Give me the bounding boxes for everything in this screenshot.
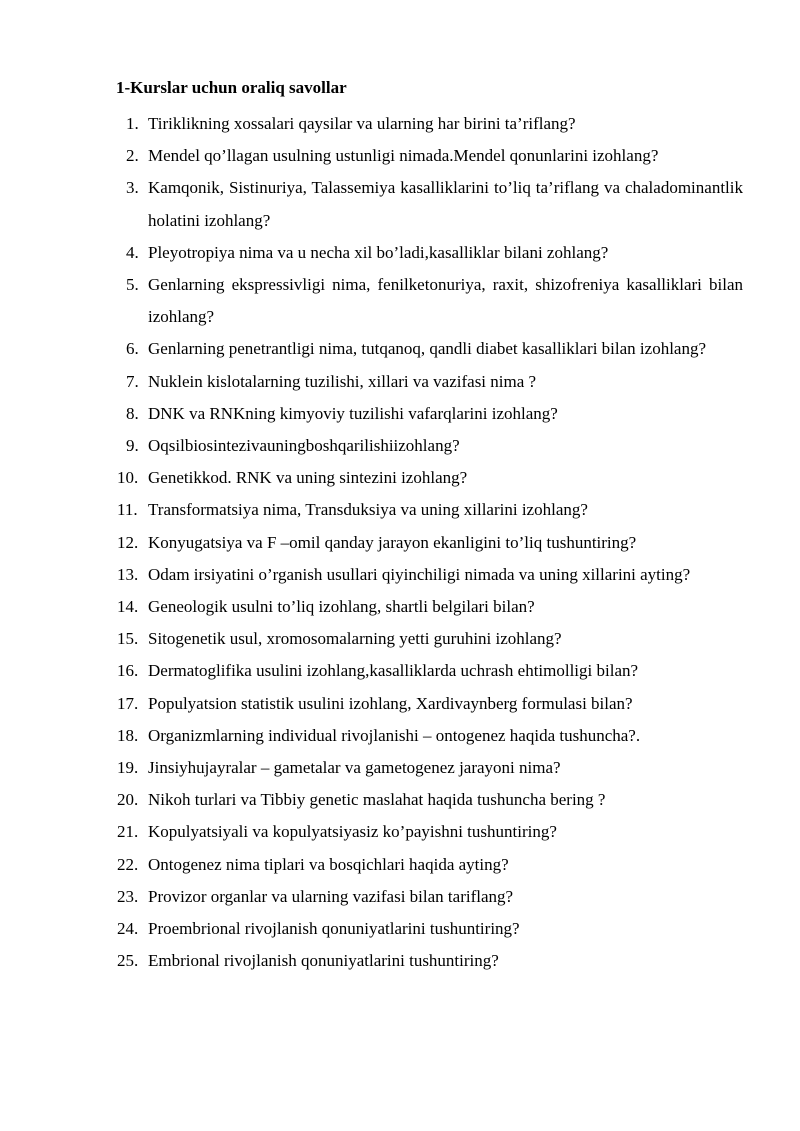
question-text: Odam irsiyatini o’rganish usullari qiyinchiligi nimada va uning xillarini ayting? bbox=[148, 564, 691, 584]
question-number bbox=[117, 269, 148, 301]
question-number bbox=[117, 945, 148, 977]
question-number-text: 5. bbox=[126, 275, 139, 295]
question-number bbox=[117, 108, 148, 140]
question-text: Konyugatsiya va F –omil qanday jarayon ekanligini to’liq tushuntiring? bbox=[148, 532, 637, 552]
question-item bbox=[117, 849, 743, 881]
question-item bbox=[117, 720, 743, 752]
question-text: Ontogenez nima tiplari va bosqichlari haqida ayting? bbox=[148, 854, 509, 874]
question-number bbox=[117, 462, 148, 494]
question-item bbox=[117, 430, 743, 462]
question-text: Genetikkod. RNK va uning sintezini izohlang? bbox=[148, 468, 468, 488]
question-number bbox=[117, 816, 148, 848]
question-number bbox=[117, 784, 148, 816]
question-number bbox=[117, 140, 148, 172]
question-number-text: 9. bbox=[126, 436, 139, 456]
question-text: Populyatsion statistik usulini izohlang, Xardivaynberg formulasi bilan? bbox=[148, 693, 633, 713]
question-item bbox=[117, 237, 743, 269]
question-number-text: 1. bbox=[126, 114, 139, 133]
question-number bbox=[117, 494, 148, 526]
question-number bbox=[117, 720, 148, 752]
question-number-text: 3. bbox=[126, 178, 139, 198]
question-item bbox=[117, 527, 743, 559]
question-number bbox=[117, 752, 148, 784]
question-text: Transformatsiya nima, Transduksiya va uning xillarini izohlang? bbox=[148, 500, 588, 520]
question-item bbox=[117, 333, 743, 365]
question-item bbox=[117, 655, 743, 687]
question-number bbox=[117, 333, 148, 365]
question-number bbox=[117, 398, 148, 430]
question-number-text: 11. bbox=[117, 500, 138, 520]
question-text: Proembrional rivojlanish qonuniyatlarini tushuntiring? bbox=[148, 919, 520, 939]
question-number-text: 14. bbox=[117, 597, 139, 617]
question-item bbox=[117, 366, 743, 398]
question-number bbox=[117, 527, 148, 559]
question-number-text: 10. bbox=[117, 468, 139, 488]
question-number-text: 7. bbox=[126, 371, 139, 391]
question-text: Geneologik usulni to’liq izohlang, shartli belgilari bilan? bbox=[148, 597, 535, 617]
question-number bbox=[117, 430, 148, 462]
question-item bbox=[117, 816, 743, 848]
question-text: Jinsiyhujayralar – gametalar va gametogenez jarayoni nima? bbox=[148, 758, 561, 778]
question-number-text: 17. bbox=[117, 693, 139, 713]
question-text: Genlarning penetrantligi nima, tutqanoq, qandli diabet kasalliklari bilan izohlang? bbox=[148, 339, 707, 359]
question-number bbox=[117, 655, 148, 687]
question-item bbox=[117, 688, 743, 720]
question-number-text: 6. bbox=[126, 339, 139, 359]
question-item bbox=[117, 752, 743, 784]
question-item bbox=[117, 108, 743, 140]
question-item bbox=[117, 623, 743, 655]
question-number-text: 15. bbox=[117, 629, 139, 649]
question-number bbox=[117, 366, 148, 398]
question-number bbox=[117, 237, 148, 269]
question-text: DNK va RNKning kimyoviy tuzilishi vafarqlarini izohlang? bbox=[148, 403, 558, 423]
question-number-text: 13. bbox=[117, 564, 139, 584]
section-heading: 1-Kurslar uchun oraliq savollar bbox=[116, 78, 347, 97]
question-list bbox=[117, 108, 743, 977]
question-text: Provizor organlar va ularning vazifasi bilan tariflang? bbox=[148, 886, 514, 906]
question-number bbox=[117, 913, 148, 945]
question-text: Tiriklikning xossalari qaysilar va ularning har birini ta’riflang? bbox=[148, 114, 576, 133]
question-number-text: 20. bbox=[117, 790, 139, 810]
question-item bbox=[117, 140, 743, 172]
question-number-text: 23. bbox=[117, 886, 139, 906]
question-number-text: 24. bbox=[117, 919, 139, 939]
question-number bbox=[117, 849, 148, 881]
question-item bbox=[117, 559, 743, 591]
question-text: Kamqonik, Sistinuriya, Talassemiya kasalliklarini to’liq ta’riflang va chaladominantlik holatini izohlang? bbox=[148, 178, 743, 230]
question-text: Organizmlarning individual rivojlanishi – ontogenez haqida tushuncha?. bbox=[148, 725, 641, 745]
question-item bbox=[117, 591, 743, 623]
question-item bbox=[117, 398, 743, 430]
question-text: Dermatoglifika usulini izohlang,kasalliklarda uchrash ehtimolligi bilan? bbox=[148, 661, 639, 681]
question-number-text: 16. bbox=[117, 661, 139, 681]
question-item bbox=[117, 945, 743, 977]
question-number-text: 21. bbox=[117, 822, 139, 842]
question-text: Nuklein kislotalarning tuzilishi, xillari va vazifasi nima ? bbox=[148, 371, 537, 391]
question-number bbox=[117, 559, 148, 591]
question-number bbox=[117, 623, 148, 655]
question-text: Pleyotropiya nima va u necha xil bo’ladi,kasalliklar bilani zohlang? bbox=[148, 242, 609, 262]
question-item bbox=[117, 494, 743, 526]
question-text: Embrional rivojlanish qonuniyatlarini tushuntiring? bbox=[148, 951, 499, 971]
question-number bbox=[117, 591, 148, 623]
question-text: Mendel qo’llagan usulning ustunligi nimada.Mendel qonunlarini izohlang? bbox=[148, 146, 659, 166]
question-item bbox=[117, 913, 743, 945]
question-number bbox=[117, 881, 148, 913]
question-number-text: 8. bbox=[126, 403, 139, 423]
question-number-text: 4. bbox=[126, 242, 139, 262]
question-text: Kopulyatsiyali va kopulyatsiyasiz ko’payishni tushuntiring? bbox=[148, 822, 557, 842]
question-text: Genlarning ekspressivligi nima, fenilketonuriya, raxit, shizofreniya kasalliklari bilan izohlang? bbox=[148, 275, 743, 327]
question-number-text: 12. bbox=[117, 532, 139, 552]
question-item bbox=[117, 172, 743, 236]
question-item bbox=[117, 784, 743, 816]
question-number-text: 22. bbox=[117, 854, 139, 874]
question-item bbox=[117, 881, 743, 913]
question-number-text: 18. bbox=[117, 725, 139, 745]
question-number-text: 25. bbox=[117, 951, 139, 971]
question-number-text: 2. bbox=[126, 146, 139, 166]
question-number bbox=[117, 688, 148, 720]
question-item bbox=[117, 462, 743, 494]
question-item bbox=[117, 269, 743, 333]
question-number-text: 19. bbox=[117, 758, 139, 778]
question-text: Oqsilbiosintezivauningboshqarilishiizohlang? bbox=[148, 436, 460, 456]
question-text: Sitogenetik usul, xromosomalarning yetti guruhini izohlang? bbox=[148, 629, 562, 649]
question-number bbox=[117, 172, 148, 204]
question-text: Nikoh turlari va Tibbiy genetic maslahat haqida tushuncha bering ? bbox=[148, 790, 606, 810]
